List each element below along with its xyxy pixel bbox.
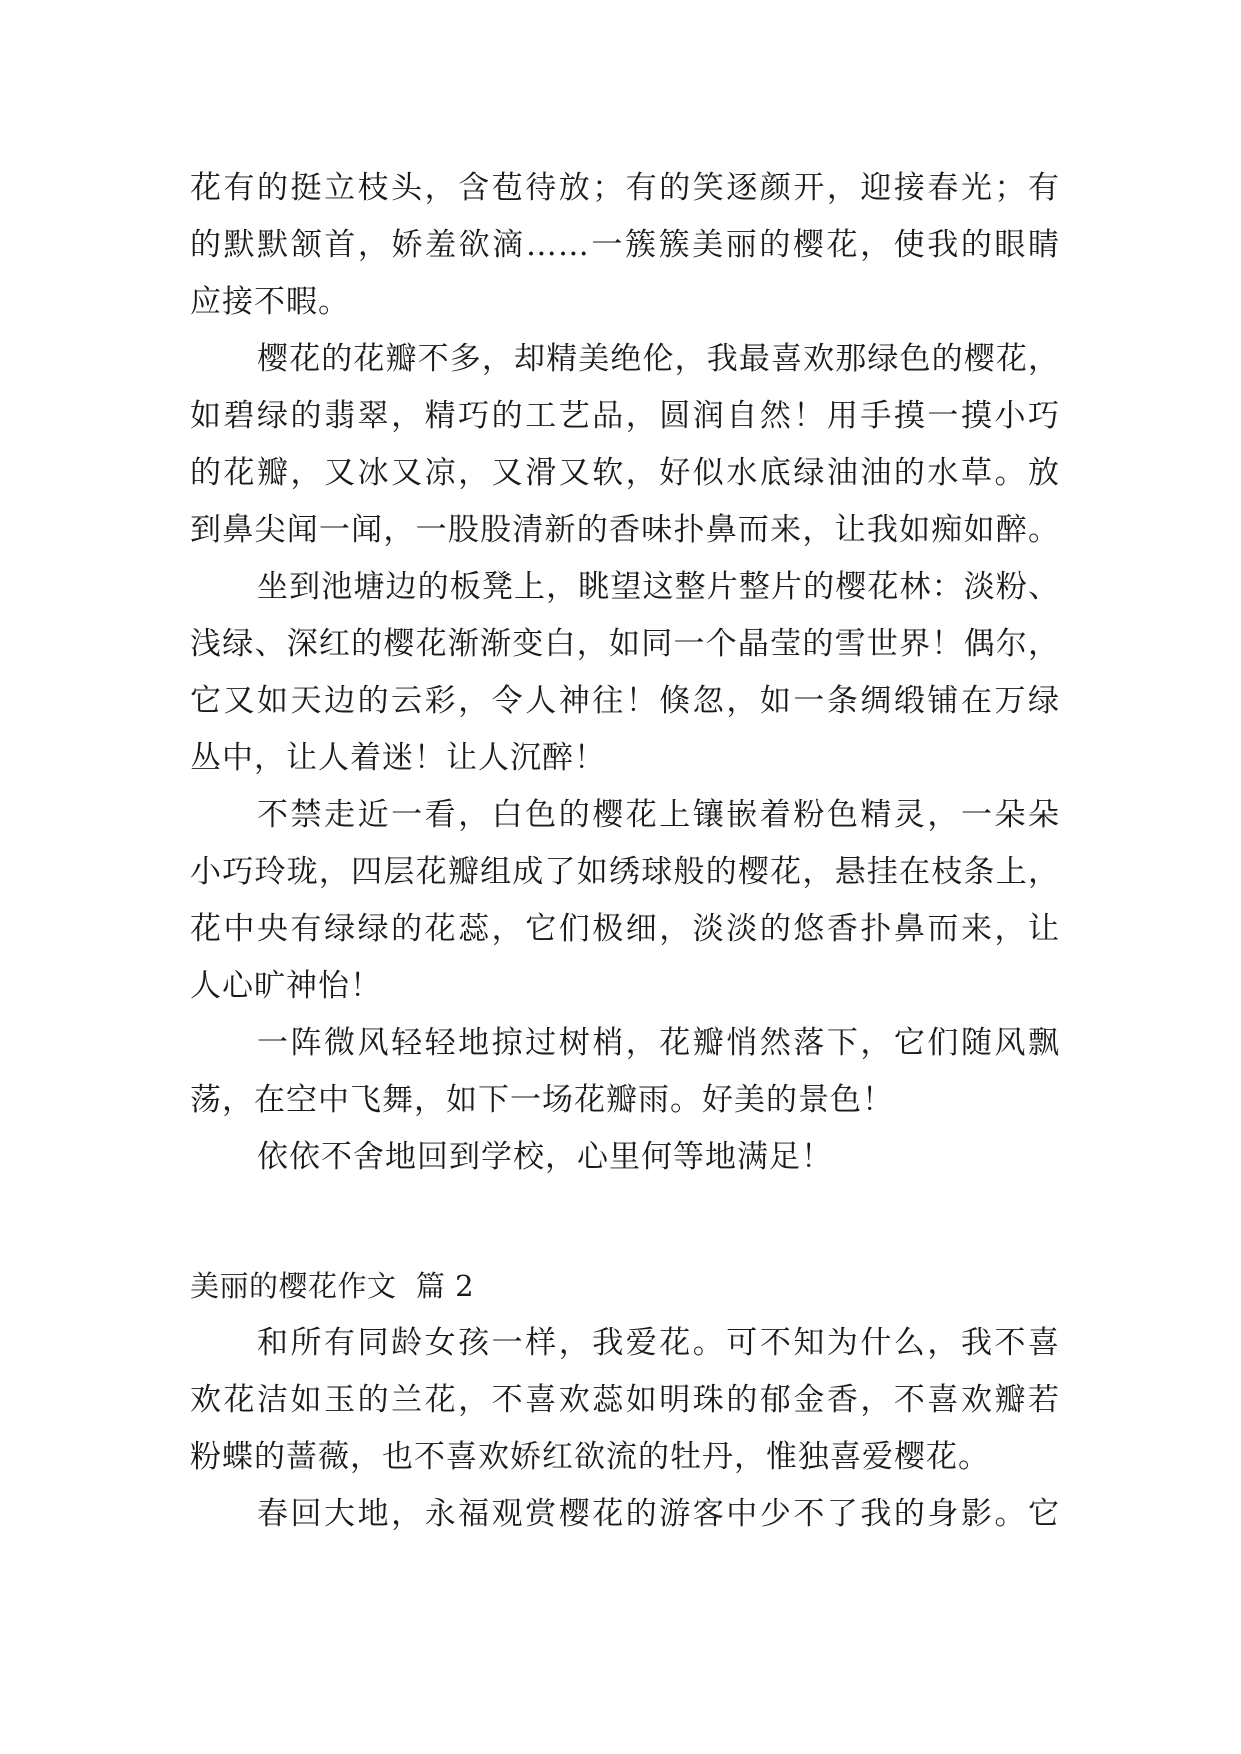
paragraph-line: 小巧玲珑，四层花瓣组成了如绣球般的樱花，悬挂在枝条上， [190, 854, 1060, 890]
paragraph-line: 荡，在空中飞舞，如下一场花瓣雨。好美的景色！ [190, 1082, 894, 1118]
paragraph-line: 一阵微风轻轻地掠过树梢，花瓣悄然落下，它们随风飘 [257, 1025, 1060, 1061]
paragraph-line: 和所有同龄女孩一样，我爱花。可不知为什么，我不喜 [257, 1325, 1060, 1361]
paragraph-line: 坐到池塘边的板凳上，眺望这整片整片的樱花林：淡粉、 [257, 569, 1060, 605]
paragraph-line: 樱花的花瓣不多，却精美绝伦，我最喜欢那绿色的樱花， [257, 341, 1060, 377]
paragraph-line: 应接不暇。 [190, 284, 350, 320]
section-heading: 美丽的樱花作文 篇 2 [190, 1269, 475, 1303]
paragraph-line: 它又如天边的云彩，令人神往！倏忽，如一条绸缎铺在万绿 [190, 683, 1060, 719]
paragraph-line: 丛中，让人着迷！让人沉醉！ [190, 740, 606, 776]
paragraph-line: 春回大地，永福观赏樱花的游客中少不了我的身影。它 [257, 1496, 1060, 1532]
paragraph-line: 粉蝶的蔷薇，也不喜欢娇红欲流的牡丹，惟独喜爱樱花。 [190, 1439, 990, 1475]
paragraph-line: 的花瓣，又冰又凉，又滑又软，好似水底绿油油的水草。放 [190, 455, 1060, 491]
paragraph-line: 欢花洁如玉的兰花，不喜欢蕊如明珠的郁金香，不喜欢瓣若 [190, 1382, 1060, 1418]
paragraph-line: 花有的挺立枝头，含苞待放；有的笑逐颜开，迎接春光；有 [190, 170, 1060, 206]
paragraph-line: 不禁走近一看，白色的樱花上镶嵌着粉色精灵，一朵朵 [257, 797, 1060, 833]
paragraph-line: 花中央有绿绿的花蕊，它们极细，淡淡的悠香扑鼻而来，让 [190, 911, 1060, 947]
paragraph-line: 的默默颔首，娇羞欲滴……一簇簇美丽的樱花，使我的眼睛 [190, 227, 1060, 263]
paragraph-line: 依依不舍地回到学校，心里何等地满足！ [257, 1139, 833, 1175]
paragraph-line: 到鼻尖闻一闻，一股股清新的香味扑鼻而来，让我如痴如醉。 [190, 512, 1060, 548]
paragraph-line: 人心旷神怡！ [190, 968, 382, 1004]
paragraph-line: 浅绿、深红的樱花渐渐变白，如同一个晶莹的雪世界！偶尔， [190, 626, 1060, 662]
paragraph-line: 如碧绿的翡翠，精巧的工艺品，圆润自然！用手摸一摸小巧 [190, 398, 1060, 434]
